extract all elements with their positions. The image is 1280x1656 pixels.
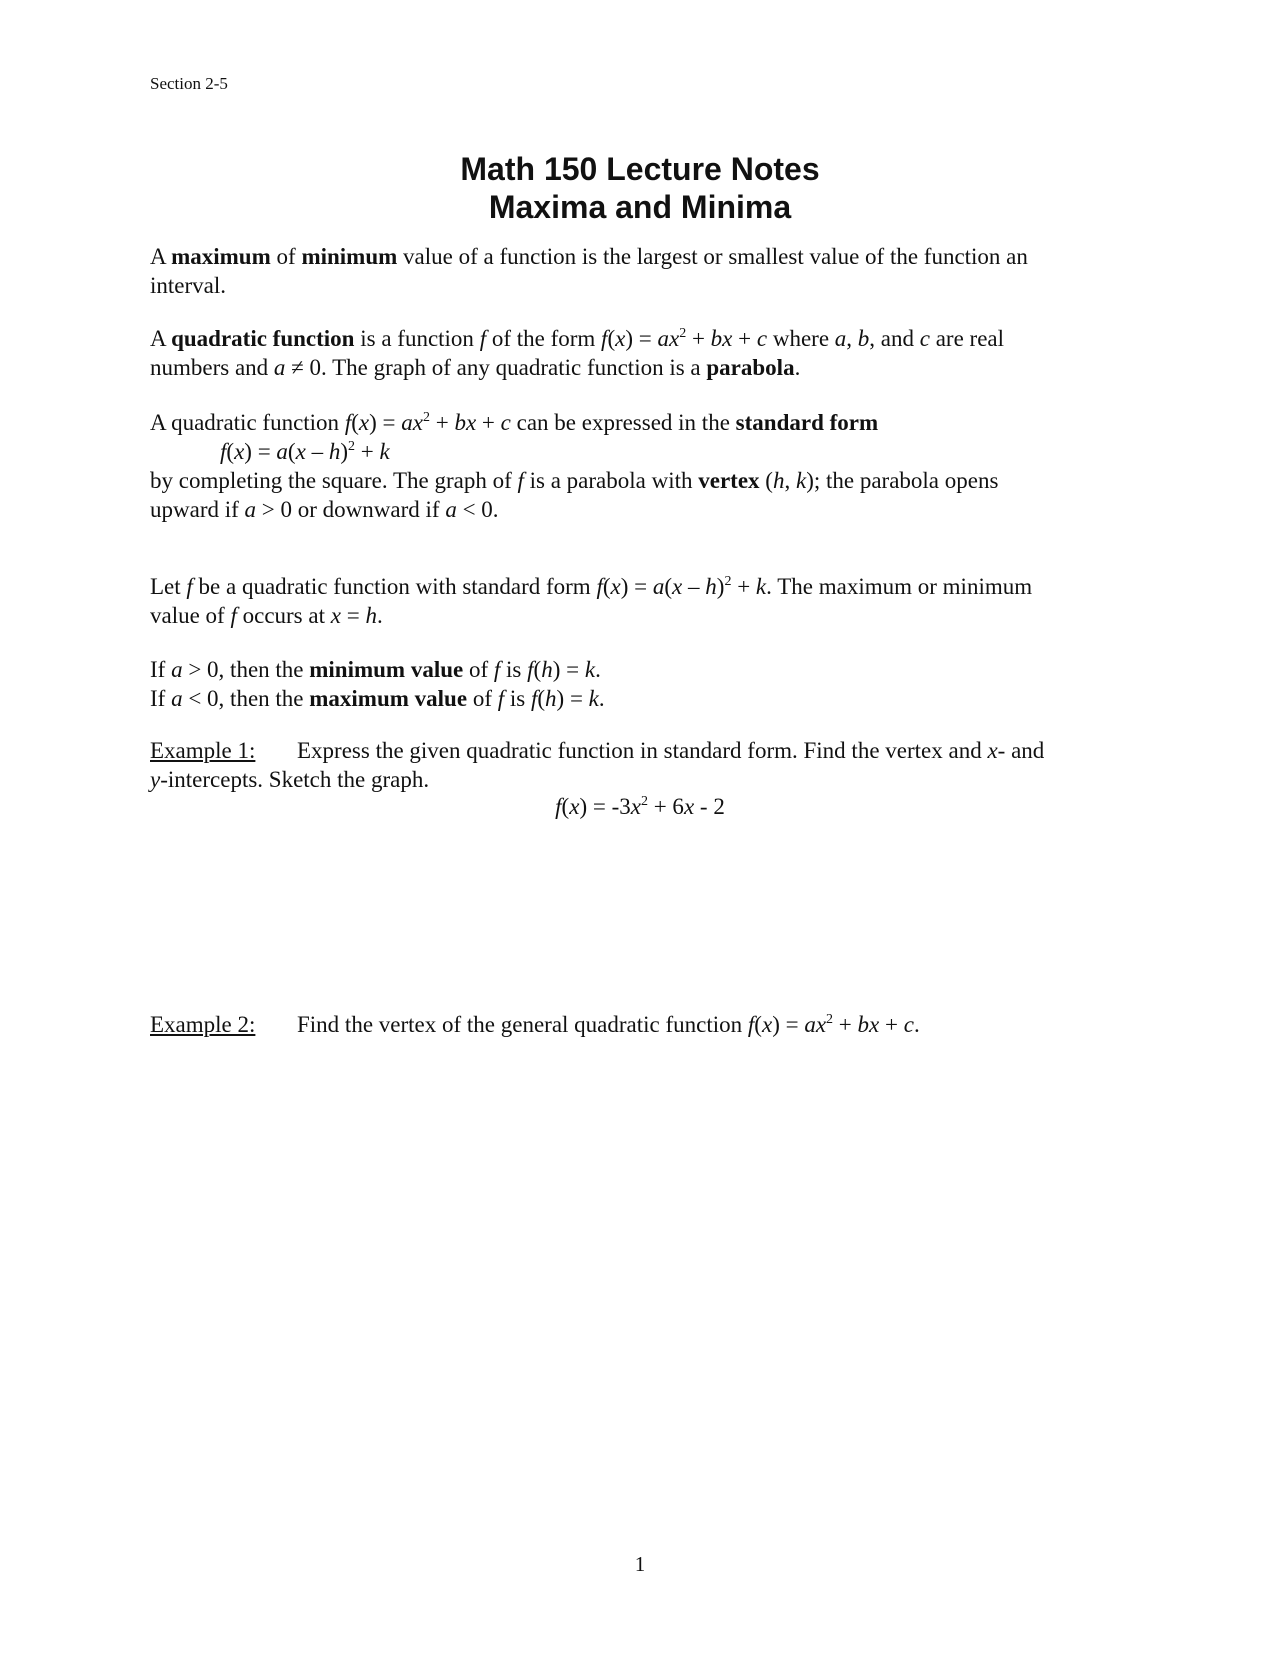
example-1-label: Example 1: — [150, 738, 256, 763]
standard-form-paragraph — [150, 408, 1150, 524]
page-title — [0, 150, 1280, 226]
term-vertex: vertex — [698, 468, 760, 493]
example-1-equation: $f(x) = -3x^2 + 6x - 2$ — [555, 794, 725, 819]
text-line: upward if a > 0 or downward if a < 0. — [150, 497, 499, 522]
example-2 — [150, 1010, 1150, 1039]
text-line: If a > 0, then the minimum value of f is f(h) = k. — [150, 657, 601, 682]
title-line-1: Math 150 Lecture Notes — [460, 151, 820, 187]
text-line: by completing the square. The graph of f is a parabola with vertex (h, k); the parabola opens — [150, 468, 999, 493]
term-maximum: maximum — [171, 244, 271, 269]
term-quadratic-function: quadratic function — [171, 326, 355, 351]
title-line-2: Maxima and Minima — [488, 189, 792, 225]
definition-max-min — [150, 242, 1150, 300]
page-number: 1 — [634, 1552, 646, 1576]
text-line: If a < 0, then the maximum value of f is f(h) = k. — [150, 686, 605, 711]
standard-form-equation: f(x) = a(x – h)$^2$ + k — [220, 439, 390, 464]
term-minimum: minimum — [301, 244, 398, 269]
text-line: A quadratic function $f(x) = ax^2$ + bx + c can be expressed in the standard form — [150, 410, 879, 435]
text-line: y-intercepts. Sketch the graph. — [150, 767, 430, 792]
definition-quadratic — [150, 324, 1150, 382]
text-line: A maximum of minimum value of a function is the largest or smallest value of the function an — [150, 244, 1028, 269]
text-line: numbers and a ≠ 0. The graph of any quadratic function is a parabola. — [150, 355, 801, 380]
text-line: Let f be a quadratic function with standard form f(x) = a(x – h)$^2$ + k. The maximum or minimum — [150, 574, 1033, 599]
text-line: value of f occurs at x = h. — [150, 603, 383, 628]
max-min-values-paragraph — [150, 655, 1150, 713]
section-label: Section 2-5 — [150, 74, 228, 93]
text-line: Example 1: Express the given quadratic function in standard form. Find the vertex and x- and — [150, 738, 1045, 763]
example-2-label: Example 2: — [150, 1012, 256, 1037]
term-maximum-value: maximum value — [309, 686, 468, 711]
term-parabola: parabola — [706, 355, 795, 380]
term-minimum-value: minimum value — [309, 657, 464, 682]
term-standard-form: standard form — [735, 410, 879, 435]
max-min-location-paragraph — [150, 572, 1150, 630]
text-line: A quadratic function is a function f of the form $f(x) = ax^2$ + bx + c where a, b, and c are real — [150, 326, 1005, 351]
text-line: interval. — [150, 273, 226, 298]
text-line: Example 2: Find the vertex of the general quadratic function $f(x) = ax^2$ + bx + c. — [150, 1012, 920, 1037]
example-1 — [150, 736, 1150, 794]
